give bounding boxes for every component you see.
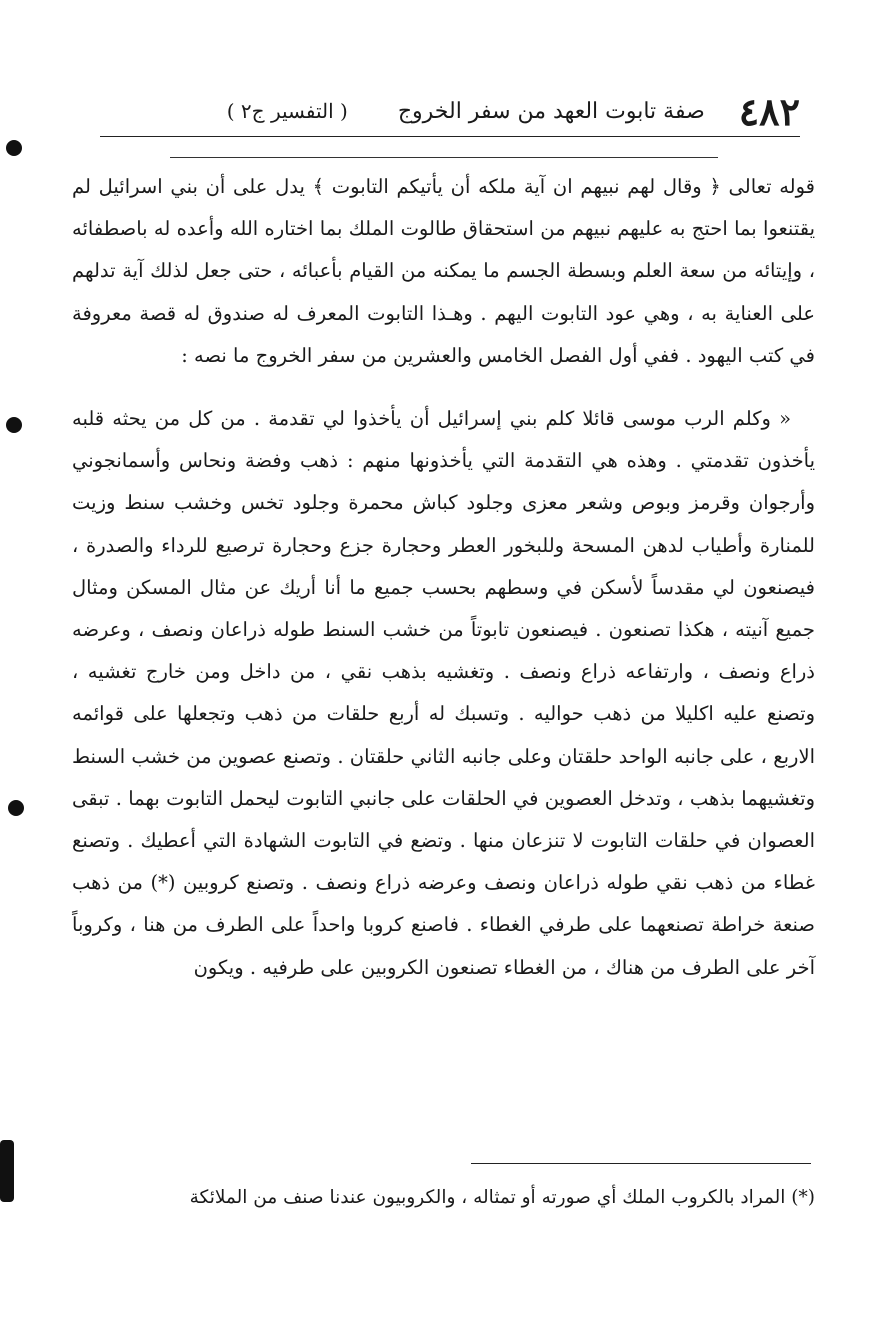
page-header [100, 86, 800, 137]
main-text [72, 166, 815, 989]
header-divider [170, 157, 718, 158]
footnote [72, 1176, 815, 1220]
running-title: صفة تابوت العهد من سفر الخروج [397, 98, 705, 124]
binding-hole-mark [6, 140, 22, 156]
book-volume-tag: ( التفسير ج٢ ) [226, 99, 348, 123]
footnote-divider [471, 1163, 811, 1164]
scan-edge-mark [0, 1140, 14, 1202]
paragraph-exodus-quote: « وكلم الرب موسى قائلا كلم بني إسرائيل أن يأخذوا لي تقدمة . من كل من يحثه قلبه يأخذون تقدمتي . وهذه هي التقدمة التي يأخذونها منهم : ذهب وفضة ونحاس وأسمانجوني وأرجوان وقرمز وبوص وشعر معزى وجلود كباش محمرة وجلود تخس وخشب سنط وزيت للمنارة وأطياب لدهن المسحة وللبخور العطر وحجارة جزع وحجارة ترصيع للرداء والصدرة ، فيصنعون لي مقدساً لأسكن في وسطهم بحسب جميع ما أنا أريك عن مثال المسكن ومثال جميع آنيته ، هكذا تصنعون . فيصنعون تابوتاً من خشب السنط طوله ذراعان ونصف ، وعرضه ذراع ونصف ، وارتفاعه ذراع ونصف . وتغشيه بذهب نقي ، من داخل ومن خارج تغشيه ، وتصنع عليه اكليلا من ذهب حواليه . وتسبك له أربع حلقات من ذهب وتجعلها على قوائمه الاربع ، على جانبه الواحد حلقتان وعلى جانبه الثاني حلقتان . وتصنع عصوين من خشب السنط وتغشيهما بذهب ، وتدخل العصوين في الحلقات على جانبي التابوت ليحمل التابوت بهما . تبقى العصوان في حلقات التابوت لا تنزعان منها . وتضع في التابوت الشهادة التي أعطيك . وتصنع غطاء من ذهب نقي طوله ذراعان ونصف وعرضه ذراع ونصف . وتصنع كروبين (*) من ذهب صنعة خراطة تصنعهما على طرفي الغطاء . فاصنع كروبا واحداً على الطرف من هنا ، وكروباً آخر على الطرف من هناك ، من الغطاء تصنعون الكروبين على طرفيه . ويكون [72, 407, 815, 979]
binding-hole-mark [6, 417, 22, 433]
page-number: ٤٨٢ [738, 88, 800, 134]
paragraph-commentary: قوله تعالى ﴿ وقال لهم نبيهم ان آية ملكه أن يأتيكم التابوت ﴾ يدل على أن بني اسرائيل لم يقتنعوا بما احتج به عليهم نبيهم من استحقاق طالوت الملك بما اختاره الله وأعده له باصطفائه ، وإيتائه من سعة العلم وبسطة الجسم ما يمكنه من القيام بأعبائه ، حتى جعل لذلك آية تدلهم على العناية به ، وهي عود التابوت اليهم . وهـذا التابوت المعرف له صندوق له قصة معروفة في كتب اليهود . ففي أول الفصل الخامس والعشرين من سفر الخروج ما نصه : [72, 175, 815, 367]
binding-hole-mark [8, 800, 24, 816]
footnote-text: (*) المراد بالكروب الملك أي صورته أو تمثاله ، والكروبيون عندنا صنف من الملائكة [189, 1187, 815, 1208]
